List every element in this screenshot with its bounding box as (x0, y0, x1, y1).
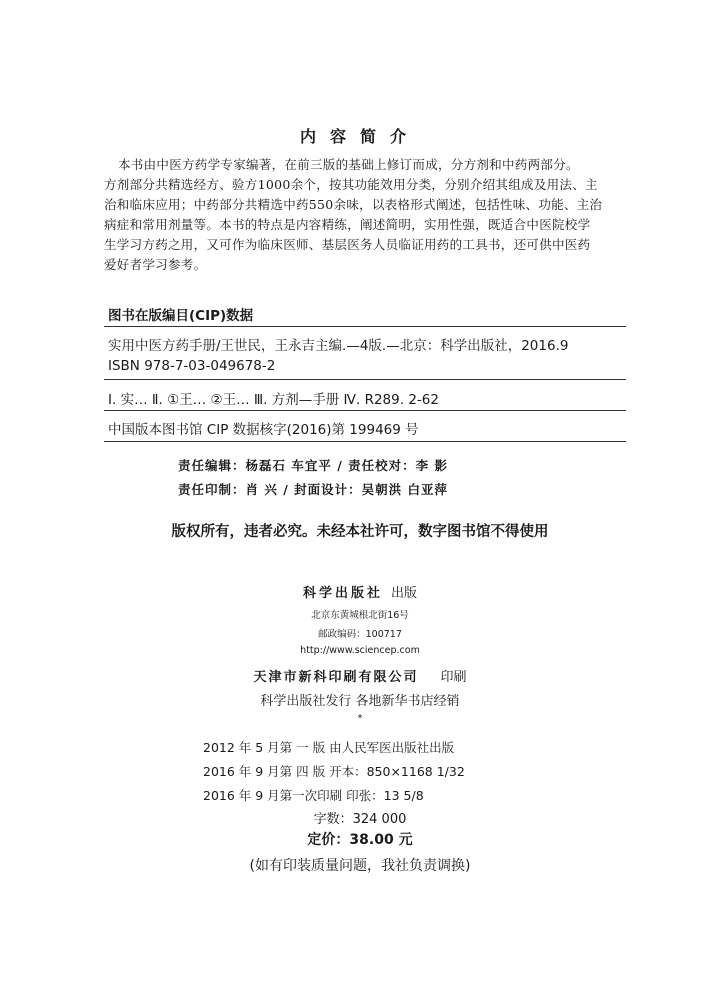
cip-divider-mid (104, 379, 626, 380)
edition-printing: 2016 年 9 月第一次印刷 印张：13 5/8 (203, 788, 424, 803)
summary-title: 内容简介 (299, 127, 420, 146)
summary-line: 爱好者学习参考。 (104, 257, 207, 272)
price: 定价：38.00 元 (307, 832, 413, 848)
cip-divider-mid2 (104, 410, 626, 411)
edition-first: 2012 年 5 月第 一 版 由人民军医出版社出版 (203, 740, 455, 755)
summary-line: 方剂部分共精选经方、验方1000余个，按其功能效用分类，分别介绍其组成及用法、主 (104, 177, 598, 192)
publisher-postcode: 邮政编码：100717 (318, 629, 402, 640)
quality-notice: (如有印装质量问题，我社负责调换) (249, 858, 471, 874)
edition-fourth: 2016 年 9 月第 四 版 开本：850×1168 1/32 (203, 764, 465, 779)
cip-divider-bottom (104, 441, 626, 442)
printer-name: 天津市新科印刷有限公司 (253, 670, 419, 685)
credits-editors: 责任编辑：杨磊石 车宜平 / 责任校对：李 影 (178, 458, 448, 473)
printer-action: 印刷 (440, 670, 467, 685)
word-count: 字数：324 000 (313, 812, 407, 827)
cip-isbn: ISBN 978-7-03-049678-2 (108, 358, 276, 374)
distribution-line: 科学出版社发行 各地新华书店经销 (260, 694, 460, 709)
publisher-address: 北京东黄城根北街16号 (311, 610, 409, 621)
cip-divider-top (104, 326, 626, 327)
publisher-url: http://www.sciencep.com (300, 645, 420, 656)
publisher-action: 出版 (391, 586, 418, 601)
summary-line: 病症和常用剂量等。本书的特点是内容精练，阐述简明，实用性强，既适合中医院校学 (104, 217, 591, 232)
cip-heading: 图书在版编目(CIP)数据 (108, 308, 254, 324)
publisher-line (0, 582, 720, 601)
separator-asterisk: * (357, 713, 363, 724)
credits-production: 责任印制：肖 兴 / 封面设计：吴朝洪 白亚萍 (178, 482, 448, 497)
cip-title-line: 实用中医方药手册/王世民，王永吉主编.—4版.—北京：科学出版社，2016.9 (108, 338, 569, 354)
cip-library-number: 中国版本图书馆 CIP 数据核字(2016)第 199469 号 (108, 422, 419, 438)
publisher-name: 科学出版社 (302, 586, 383, 601)
summary-text (104, 155, 624, 275)
summary-line: 治和临床应用；中药部分共精选中药550余味，以表格形式阐述，包括性味、功能、主治 (104, 197, 603, 212)
summary-line: 本书由中医方药学专家编著，在前三版的基础上修订而成，分方剂和中药两部分。 (118, 157, 579, 172)
summary-line: 生学习方药之用，又可作为临床医师、基层医务人员临证用药的工具书，还可供中医药 (104, 237, 591, 252)
printer-line (0, 666, 720, 685)
cip-classification: Ⅰ. 实… Ⅱ. ①王… ②王… Ⅲ. 方剂—手册 Ⅳ. R289. 2-62 (108, 392, 439, 408)
copyright-notice: 版权所有，违者必究。未经本社许可，数字图书馆不得使用 (171, 524, 549, 540)
